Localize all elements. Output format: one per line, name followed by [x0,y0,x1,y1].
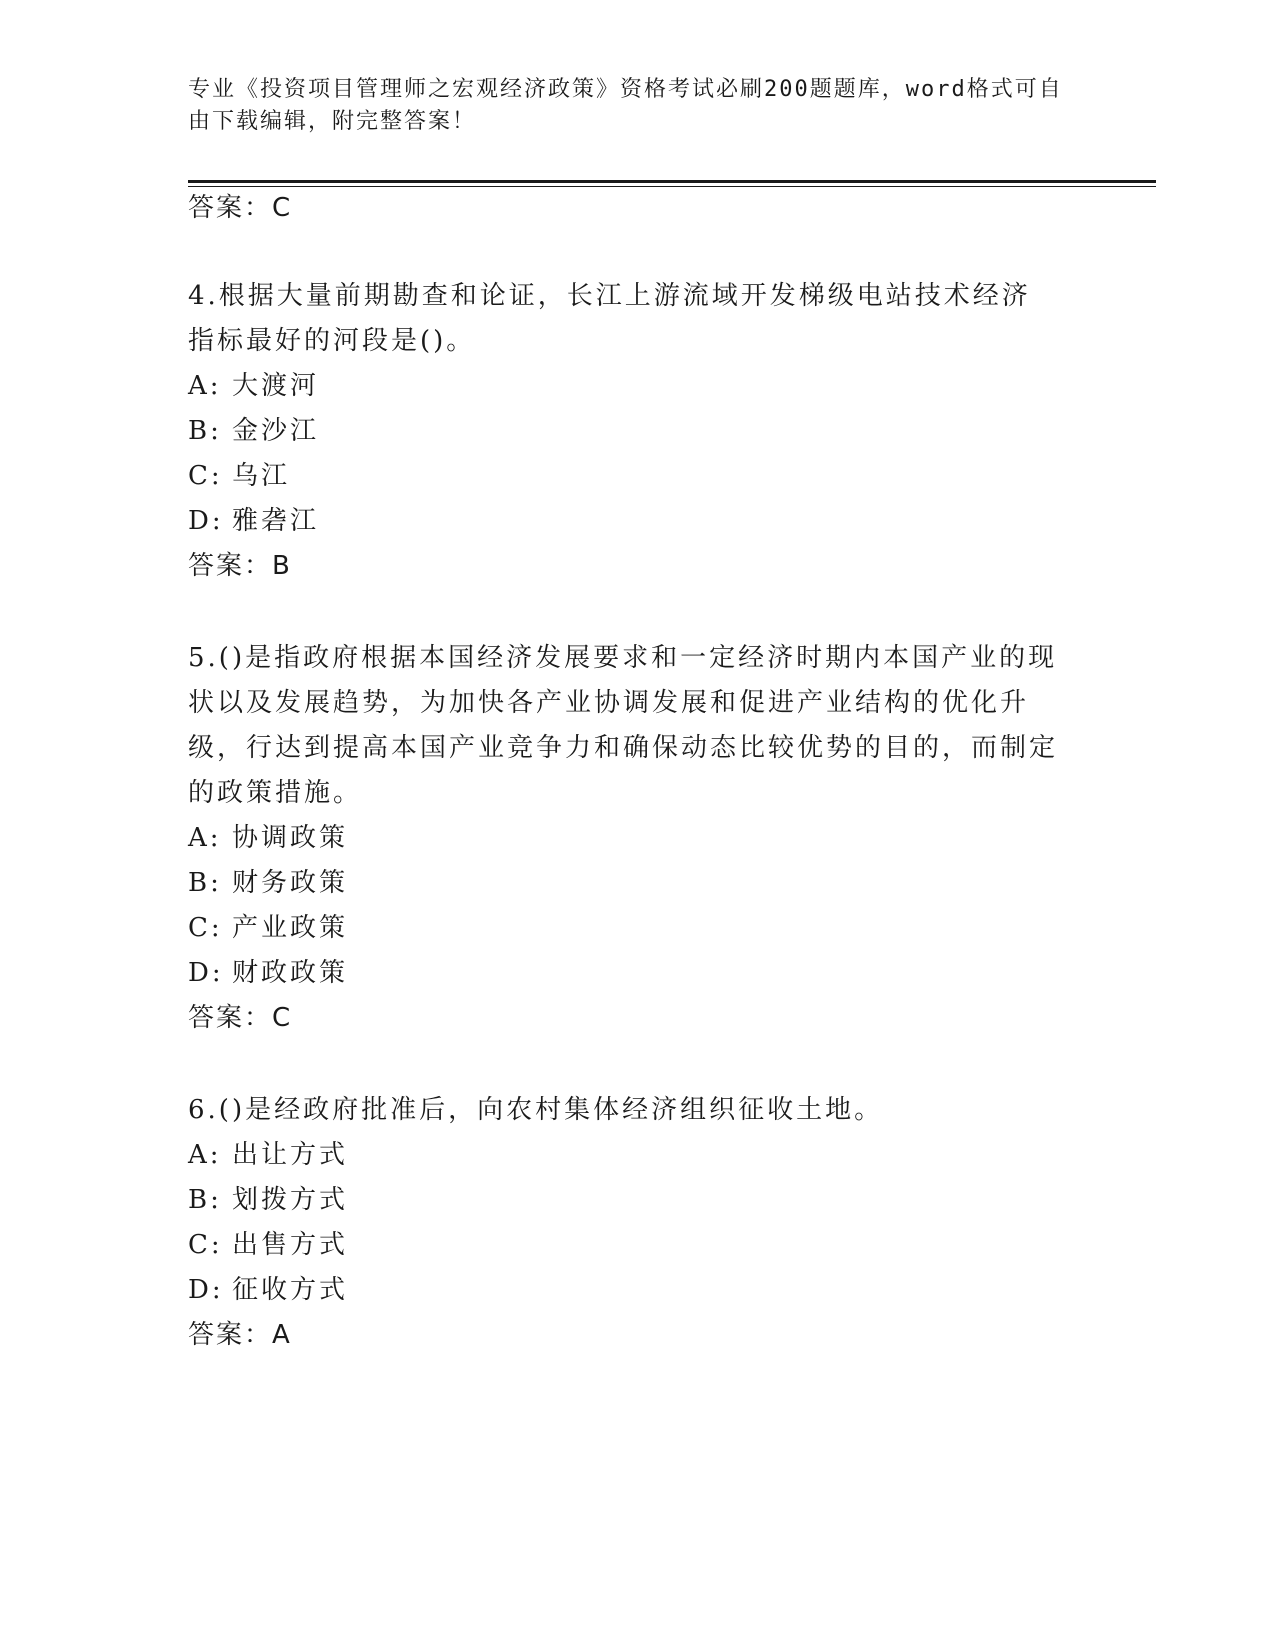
option-key: D: [188,1275,224,1305]
option-key: D: [188,506,224,536]
question-stem: 6.()是经政府批准后，向农村集体经济组织征收土地。 [188,1095,884,1125]
option-text: 财政政策 [232,958,349,988]
option-text: 产业政策 [232,913,349,943]
option-text: 划拨方式 [232,1185,349,1215]
option-b [188,1178,1058,1223]
header-text: 专业《投资项目管理师之宏观经济政策》资格考试必刷200题题库，word格式可自由下载编辑，附完整答案！ [188,77,1063,134]
option-text: 雅砻江 [232,506,320,536]
option-b [188,861,1058,906]
option-c [188,1223,1058,1268]
header-rule-thin [188,186,1156,187]
question-5 [188,636,1058,1041]
option-b [188,409,1058,454]
option-a [188,364,1058,409]
answer: 答案：A [188,1320,292,1350]
previous-answer: 答案：C [188,193,293,223]
option-a [188,816,1058,861]
option-key: B: [188,1185,222,1215]
question-stem: 4.根据大量前期勘查和论证，长江上游流域开发梯级电站技术经济指标最好的河段是()。 [188,281,1031,356]
answer: 答案：C [188,1003,293,1033]
option-key: B: [188,416,222,446]
option-text: 征收方式 [232,1275,349,1305]
page-header [188,74,1068,138]
option-key: A: [188,371,222,401]
option-c [188,906,1058,951]
option-text: 财务政策 [232,868,349,898]
option-key: C: [188,461,223,491]
question-stem: 5.()是指政府根据本国经济发展要求和一定经济时期内本国产业的现状以及发展趋势，为加快各产业协调发展和促进产业结构的优化升级，行达到提高本国产业竞争力和确保动态比较优势的目的，而制定的政策措施。 [188,643,1059,808]
option-d [188,1268,1058,1313]
option-text: 出售方式 [232,1230,349,1260]
header-rule-thick [188,180,1156,183]
option-text: 协调政策 [232,823,349,853]
question-6 [188,1088,1058,1358]
option-key: A: [188,823,222,853]
option-text: 金沙江 [232,416,320,446]
option-text: 乌江 [232,461,291,491]
option-key: C: [188,1230,223,1260]
option-key: B: [188,868,222,898]
question-4 [188,274,1058,589]
option-d [188,499,1058,544]
option-key: A: [188,1140,222,1170]
option-c [188,454,1058,499]
option-key: D: [188,958,224,988]
answer: 答案：B [188,551,292,581]
option-d [188,951,1058,996]
option-text: 出让方式 [232,1140,349,1170]
option-text: 大渡河 [232,371,320,401]
option-key: C: [188,913,223,943]
option-a [188,1133,1058,1178]
